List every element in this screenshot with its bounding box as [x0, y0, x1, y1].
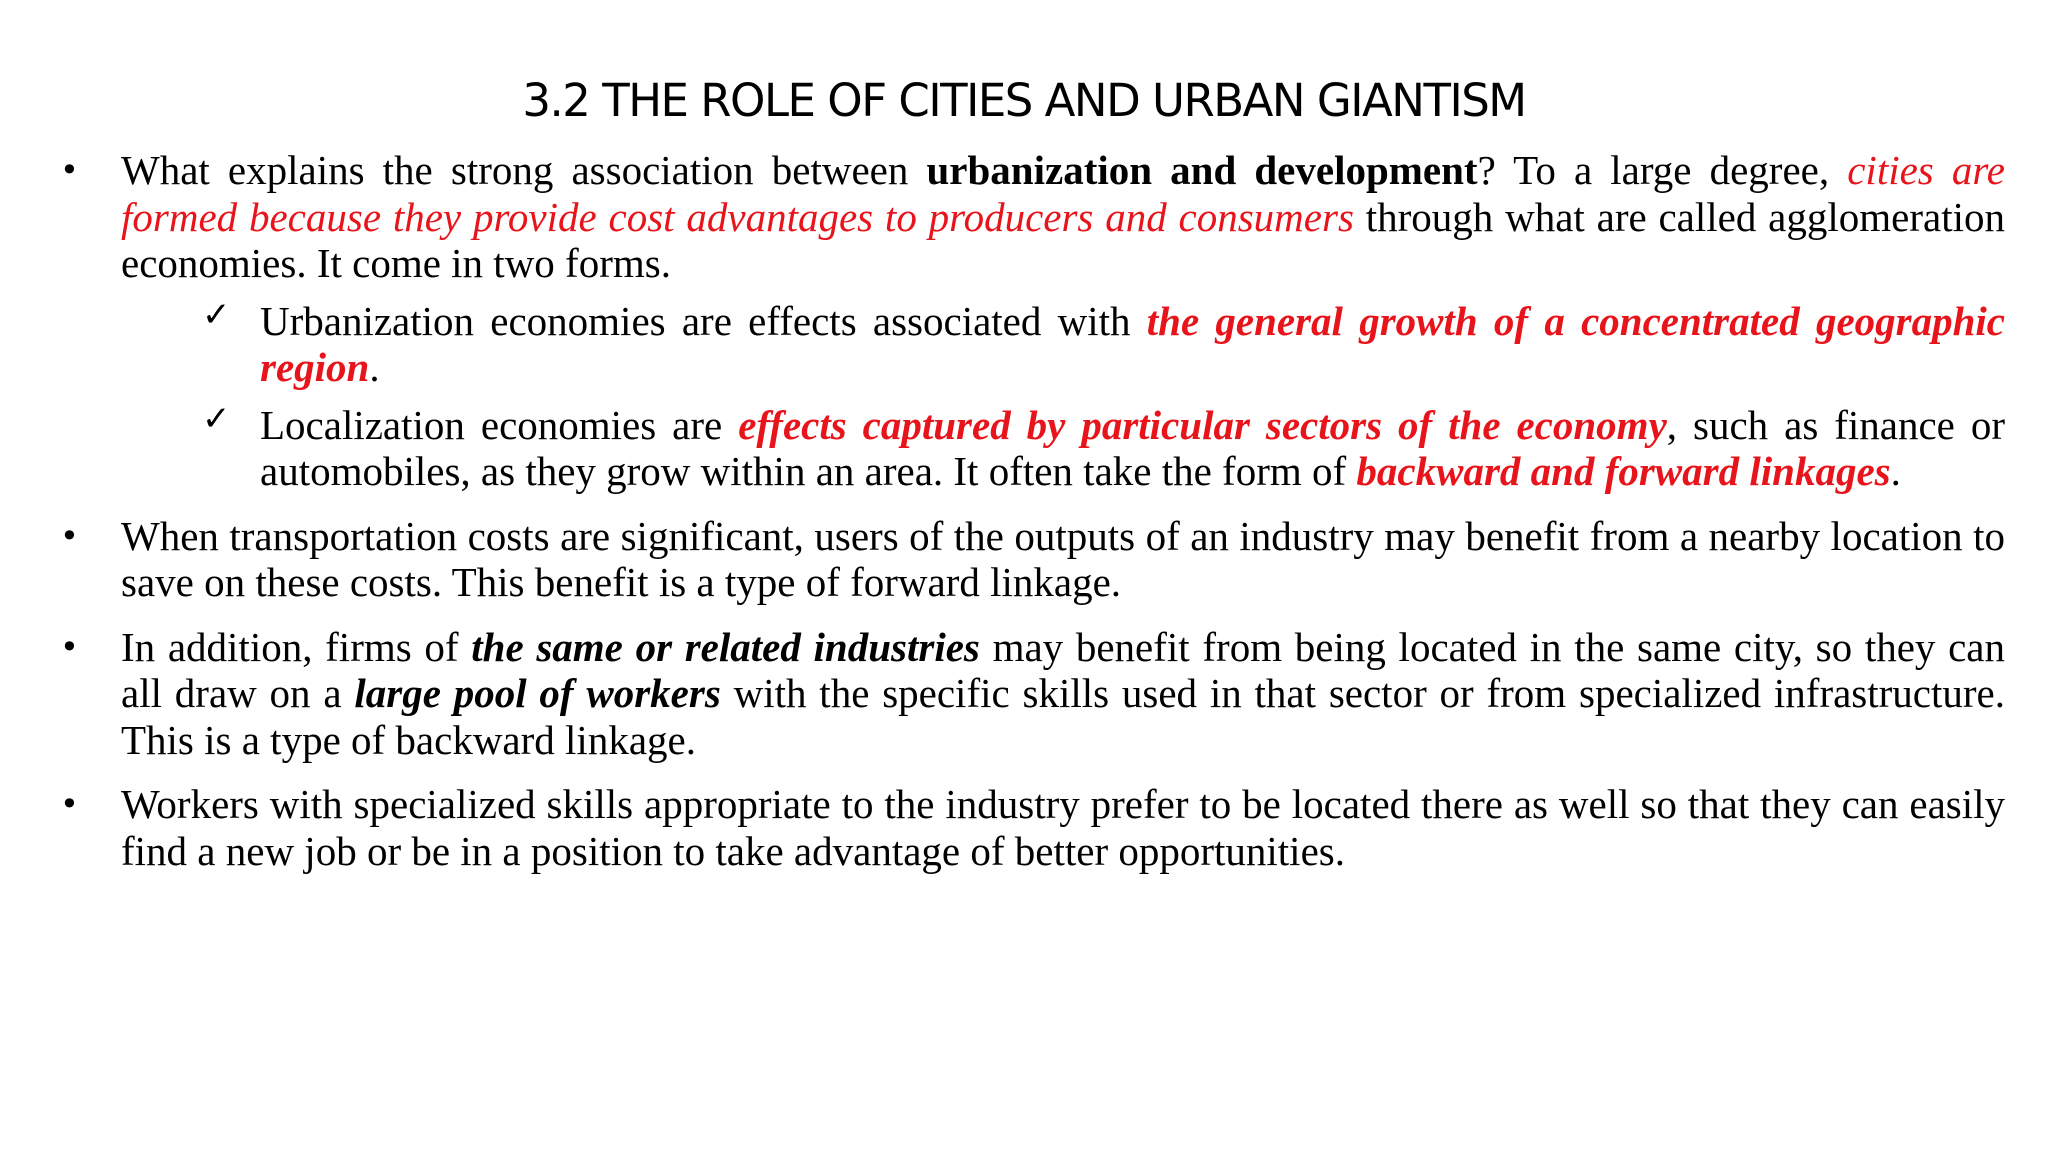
sub-2-text: , such as finance or automobiles, as they grow within an area. It often take the form of [260, 401, 2005, 494]
sub-2-text: . [1890, 448, 1901, 494]
slide-content [60, 147, 2005, 892]
bullet-3-text: with the specific skills used in that sector or from specialized infrastructure. This is a type of backward linkage. [121, 670, 2006, 763]
bullet-icon: • [60, 151, 79, 189]
bullet-1-text: What explains the strong association between [121, 147, 927, 193]
bullet-1-text: through what are called agglomeration economies. It come in two forms. [121, 193, 2005, 286]
sub-2-highlight: backward and forward linkages [1356, 448, 1891, 494]
bullet-3-emphasis: large pool of workers [354, 670, 721, 716]
sub-1-highlight: the general growth of a concentrated geographic region [260, 297, 2005, 390]
bullet-1-bold: urbanization and development [926, 147, 1478, 193]
bullet-3-text: In addition, firms of [121, 623, 472, 670]
bullet-2-text: When transportation costs are significant, users of the outputs of an industry may benefit from a nearby location to save on these costs. This benefit is a type of forward linkage. [121, 512, 2005, 605]
bullet-item-2 [60, 513, 2005, 606]
bullet-1-highlight: cities are formed because they provide cost advantages to producers and consumers [121, 147, 2006, 240]
bullet-item-1 [60, 147, 2005, 495]
slide-title: 3.2 THE ROLE OF CITIES AND URBAN GIANTISM [522, 74, 1526, 127]
bullet-3-text: may benefit from being located in the same city, so they can all draw on a [121, 623, 2005, 716]
sub-item-localization [202, 398, 2005, 495]
bullet-item-3 [60, 624, 2005, 764]
bullet-icon: • [60, 516, 79, 555]
sub-2-highlight: effects captured by particular sectors of the economy [738, 401, 1667, 448]
sub-2-text: Localization economies are [260, 401, 739, 448]
bullet-3-emphasis: the same or related industries [471, 623, 980, 670]
bullet-icon: • [60, 785, 79, 823]
bullet-icon: • [60, 627, 79, 666]
checkmark-icon: ✓ [202, 398, 231, 439]
bullet-1-text: ? To a large degree, [1477, 147, 1848, 193]
checkmark-icon: ✓ [202, 294, 231, 335]
bullet-item-4 [60, 781, 2005, 874]
sub-item-urbanization [202, 294, 2005, 391]
sub-1-text: Urbanization economies are effects associated with [260, 297, 1147, 344]
bullet-4-text: Workers with specialized skills appropriate to the industry prefer to be located there as well so that they can easily find a new job or be in a position to take advantage of better opportunities. [121, 781, 2005, 874]
sub-1-text: . [369, 344, 380, 390]
